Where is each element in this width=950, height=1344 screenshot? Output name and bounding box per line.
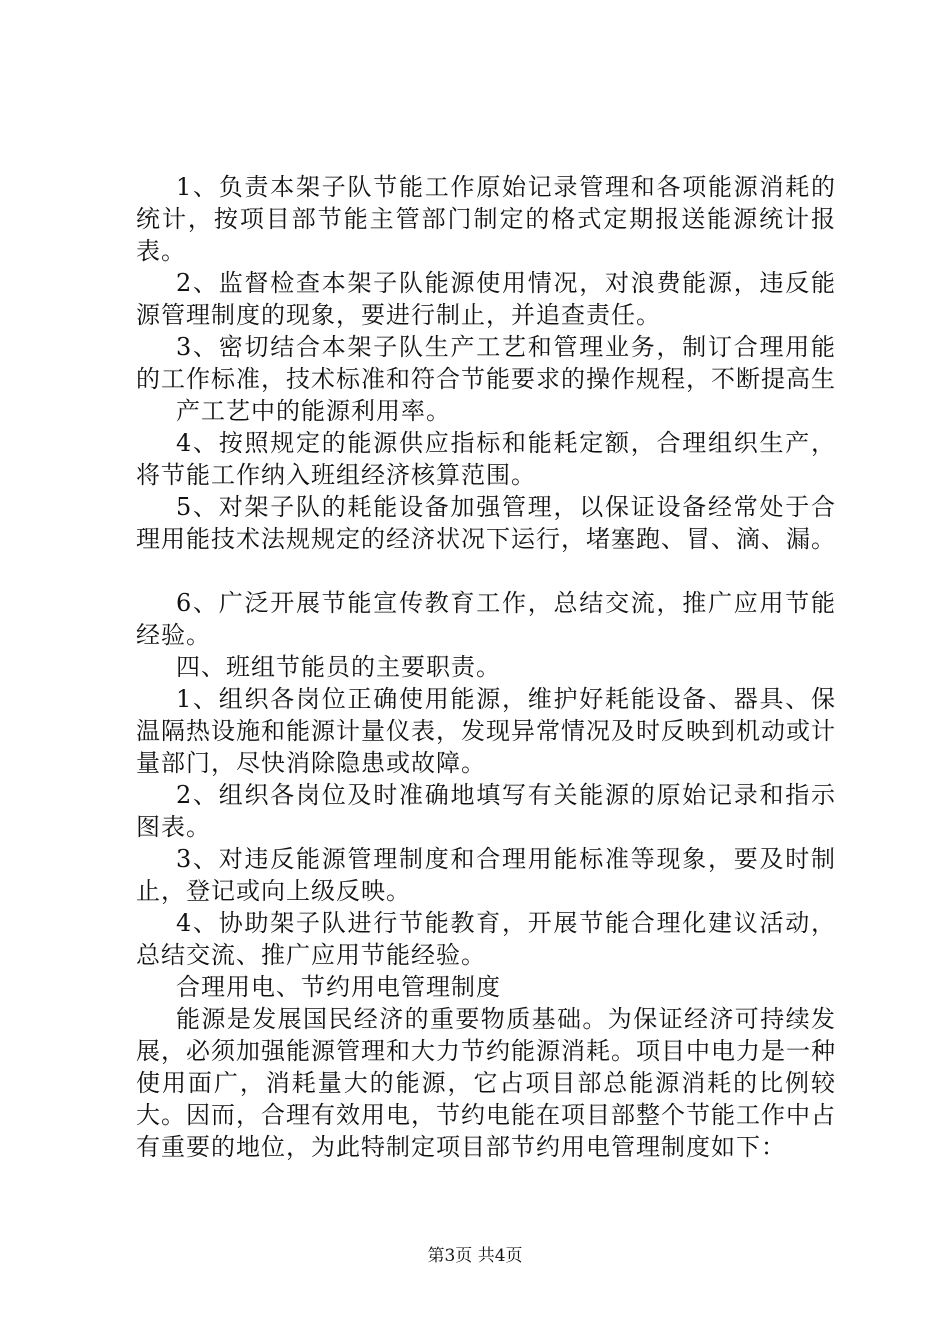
page-number-footer: 第3页 共4页 — [427, 1246, 523, 1266]
paragraph-7: 6、广泛开展节能宣传教育工作，总结交流，推广应用节能经验。 — [136, 589, 836, 649]
paragraph-gap — [136, 555, 836, 587]
paragraph-11: 4、协助架子队进行节能教育，开展节能合理化建议活动，总结交流、推广应用节能经验。 — [136, 909, 836, 969]
section-heading-4: 四、班组节能员的主要职责。 — [176, 653, 501, 681]
paragraph-3: 3、密切结合本架子队生产工艺和管理业务，制订合理用能的工作标准，技术标准和符合节能要求的操作规程，不断提高生 — [136, 333, 836, 393]
paragraph-5: 4、按照规定的能源供应指标和能耗定额，合理组织生产，将节能工作纳入班组经济核算范围。 — [136, 429, 836, 489]
paragraph-6: 5、对架子队的耗能设备加强管理，以保证设备经常处于合理用能技术法规规定的经济状况下运行，堵塞跑、冒、滴、漏。 — [136, 493, 836, 553]
paragraph-9: 2、组织各岗位及时准确地填写有关能源的原始记录和指示图表。 — [136, 781, 836, 841]
paragraph-2: 2、监督检查本架子队能源使用情况，对浪费能源，违反能源管理制度的现象，要进行制止，并追查责任。 — [136, 269, 836, 329]
paragraph-10: 3、对违反能源管理制度和合理用能标准等现象，要及时制止，登记或向上级反映。 — [136, 845, 836, 905]
paragraph-8: 1、组织各岗位正确使用能源，维护好耗能设备、器具、保温隔热设施和能源计量仪表，发现异常情况及时反映到机动或计量部门，尽快消除隐患或故障。 — [136, 685, 836, 777]
section-title-electricity: 合理用电、节约用电管理制度 — [176, 973, 501, 1001]
paragraph-1: 1、负责本架子队节能工作原始记录管理和各项能源消耗的统计，按项目部节能主管部门制定的格式定期报送能源统计报表。 — [136, 173, 836, 265]
paragraph-12: 能源是发展国民经济的重要物质基础。为保证经济可持续发展，必须加强能源管理和大力节约能源消耗。项目中电力是一种使用面广，消耗量大的能源，它占项目部总能源消耗的比例较大。因而，合理有效用电，节约电能在项目部整个节能工作中占有重要的地位，为此特制定项目部节约用电管理制度如下： — [136, 1005, 836, 1161]
paragraph-4: 产工艺中的能源利用率。 — [176, 397, 451, 425]
document-body — [136, 171, 836, 1163]
